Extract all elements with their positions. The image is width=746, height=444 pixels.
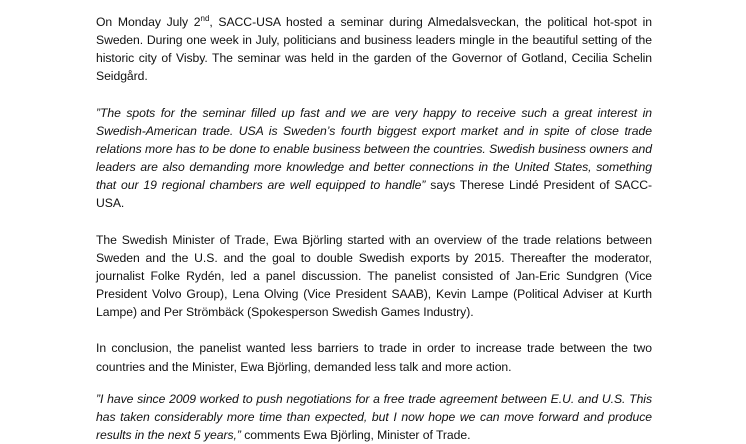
president-quote: ”The spots for the seminar filled up fast and we are very happy to receive such a great interest in Swedish-American trade. USA is Sweden’s fourth biggest export market and in spite of close trade relations more has to be done to enable business between the countries. Swedish business owners and leaders are also demanding more knowledge and better connections in the United States, something that our 19 regional chambers are well equipped to handle” bbox=[96, 105, 652, 193]
date-ordinal-suffix: nd bbox=[200, 14, 210, 23]
paragraph-conclusion: In conclusion, the panelist wanted less barriers to trade in order to increase trade between the two countries and the Minister, Ewa Björling, demanded less talk and more action. bbox=[96, 341, 652, 374]
minister-attribution: comments Ewa Björling, Minister of Trade. bbox=[240, 427, 471, 442]
document-page bbox=[96, 13, 652, 444]
intro-rest: , SACC-USA hosted a seminar during Almedalsveckan, the political hot-spot in Sweden. During one week in July, politicians and business leaders mingle in the beautiful setting of the historic city of Visby. The seminar was held in the garden of the Governor of Gotland, Cecilia Schelin Seidgård. bbox=[96, 15, 652, 84]
paragraph-panel-discussion: The Swedish Minister of Trade, Ewa Björling started with an overview of the trade relations between Sweden and the U.S. and the goal to double Swedish exports by 2015. Thereafter the moderator, journalist Folke Rydén, led a panel discussion. The panelist consisted of Jan-Eric Sundgren (Vice President Volvo Group), Lena Olving (Vice President SAAB), Kevin Lampe (Political Adviser at Kurth Lampe) and Per Strömbäck (Spokesperson Swedish Games Industry). bbox=[96, 232, 652, 320]
paragraph-president-quote bbox=[96, 104, 652, 213]
president-attribution: says Therese Lindé President of SACC-USA. bbox=[96, 178, 652, 211]
paragraph-minister-quote bbox=[96, 390, 652, 444]
intro-lead: On Monday July 2 bbox=[96, 15, 201, 29]
minister-quote: ”I have since 2009 worked to push negotiations for a free trade agreement between E.U. and U.S. This has taken considerably more time than expected, but I now hope we can move forward and produce results in the next 5 years,” bbox=[96, 391, 652, 442]
paragraph-intro bbox=[96, 13, 652, 86]
